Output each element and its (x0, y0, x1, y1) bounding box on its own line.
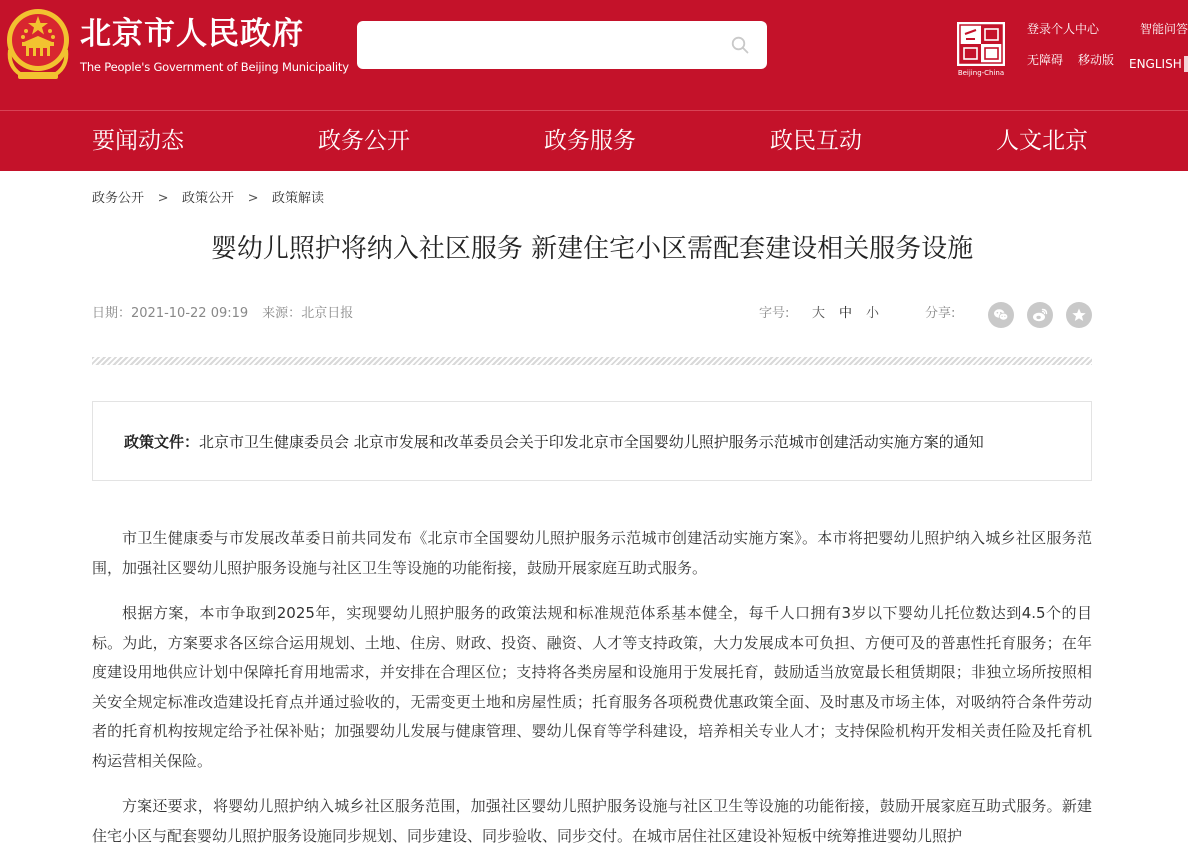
share-favorite-button[interactable] (1066, 302, 1092, 328)
source-label: 来源： (262, 306, 302, 321)
capital-seal-icon (954, 20, 1008, 68)
share-wechat-button[interactable] (988, 302, 1014, 328)
nav-item-gov-services[interactable]: 政务服务 (544, 128, 636, 154)
login-link[interactable]: 登录个人中心 (1027, 22, 1100, 36)
site-subtitle[interactable]: The People's Government of Beijing Municipality (80, 60, 349, 74)
article-title: 婴幼儿照护将纳入社区服务 新建住宅小区需配套建设相关服务设施 (210, 234, 974, 264)
search-icon[interactable] (731, 36, 749, 54)
policy-document-box (92, 401, 1092, 481)
breadcrumb (92, 190, 324, 208)
breadcrumb-separator: > (157, 191, 169, 206)
accessibility-link[interactable]: 无障碍 (1027, 53, 1064, 67)
article-source: 北京日报 (301, 306, 354, 321)
capital-beijing-logo[interactable] (954, 20, 1008, 78)
policy-document-link[interactable]: 北京市卫生健康委员会 北京市发展和改革委员会关于印发北京市全国婴幼儿照护服务示范城市创建活动实施方案的通知 (199, 433, 984, 451)
date-label: 日期： (92, 306, 132, 321)
site-title[interactable]: 北京市人民政府 (80, 16, 304, 52)
national-emblem-icon[interactable] (4, 6, 72, 82)
policy-label: 政策文件： (124, 433, 200, 451)
nav-item-news[interactable]: 要闻动态 (92, 128, 184, 154)
wechat-icon (993, 307, 1009, 323)
breadcrumb-item[interactable]: 政策解读 (272, 191, 325, 206)
font-size-large[interactable]: 大 (812, 306, 826, 321)
breadcrumb-item[interactable]: 政务公开 (92, 191, 145, 206)
breadcrumb-separator: > (247, 191, 259, 206)
hatched-divider (92, 357, 1092, 365)
weibo-icon (1032, 307, 1048, 323)
breadcrumb-item[interactable]: 政策公开 (182, 191, 235, 206)
english-link[interactable]: ENGLISH (1129, 57, 1182, 71)
site-header (0, 0, 1188, 110)
nav-item-interaction[interactable]: 政民互动 (770, 128, 862, 154)
article-meta (92, 305, 353, 323)
article-paragraph: 市卫生健康委与市发展改革委日前共同发布《北京市全国婴幼儿照护服务示范城市创建活动实施方案》。本市将把婴幼儿照护纳入城乡社区服务范围，加强社区婴幼儿照护服务设施与社区卫生等设施的功能衔接，鼓励开展家庭互助式服务。 (92, 529, 1092, 577)
search-input[interactable] (369, 29, 713, 63)
star-icon (1071, 307, 1087, 323)
font-size-label: 字号: (759, 306, 790, 321)
smart-qa-link[interactable]: 智能问答 (1140, 22, 1188, 36)
nav-item-gov-affairs[interactable]: 政务公开 (318, 128, 410, 154)
main-nav (0, 110, 1188, 171)
share-weibo-button[interactable] (1027, 302, 1053, 328)
font-size-medium[interactable]: 中 (839, 306, 853, 321)
font-size-small[interactable]: 小 (866, 306, 880, 321)
article-paragraph: 方案还要求，将婴幼儿照护纳入城乡社区服务范围，加强社区婴幼儿照护服务设施与社区卫生等设施的功能衔接，鼓励开展家庭互助式服务。新建住宅小区与配套婴幼儿照护服务设施同步规划、同步建设、同步验收、同步交付。在城市居住社区建设补短板中统筹推进婴幼儿照护 (92, 797, 1092, 845)
article-body (92, 524, 1092, 867)
article-paragraph: 根据方案，本市争取到2025年，实现婴幼儿照护服务的政策法规和标准规范体系基本健全，每千人口拥有3岁以下婴幼儿托位数达到4.5个的目标。为此，方案要求各区综合运用规划、土地、住房、财政、投资、融资、人才等支持政策，大力发展成本可负担、方便可及的普惠性托育服务；在年度建设用地供应计划中保障托育用地需求，并安排在合理区位；支持将各类房屋和设施用于发展托育，鼓励适当放宽最长租赁期限；非独立场所按照相关安全规定标准改造建设托育点并通过验收的，无需变更土地和房屋性质；托育服务各项税费优惠政策全面、及时惠及市场主体，对吸纳符合条件劳动者的托育机构按规定给予社保补贴；加强婴幼儿发展与健康管理、婴幼儿保育等学科建设，培养相关专业人才；支持保险机构开发相关责任险及托育机构运营相关保险。 (92, 604, 1092, 770)
capital-logo-caption: Beijing-China (957, 69, 1005, 77)
policy-document-line (124, 431, 984, 453)
search-box (357, 21, 767, 69)
nav-item-culture[interactable]: 人文北京 (996, 128, 1088, 154)
share-label: 分享: (925, 306, 956, 321)
english-dropdown-icon[interactable] (1184, 56, 1188, 72)
publish-date: 2021-10-22 09:19 (131, 306, 249, 321)
mobile-version-link[interactable]: 移动版 (1078, 53, 1115, 67)
